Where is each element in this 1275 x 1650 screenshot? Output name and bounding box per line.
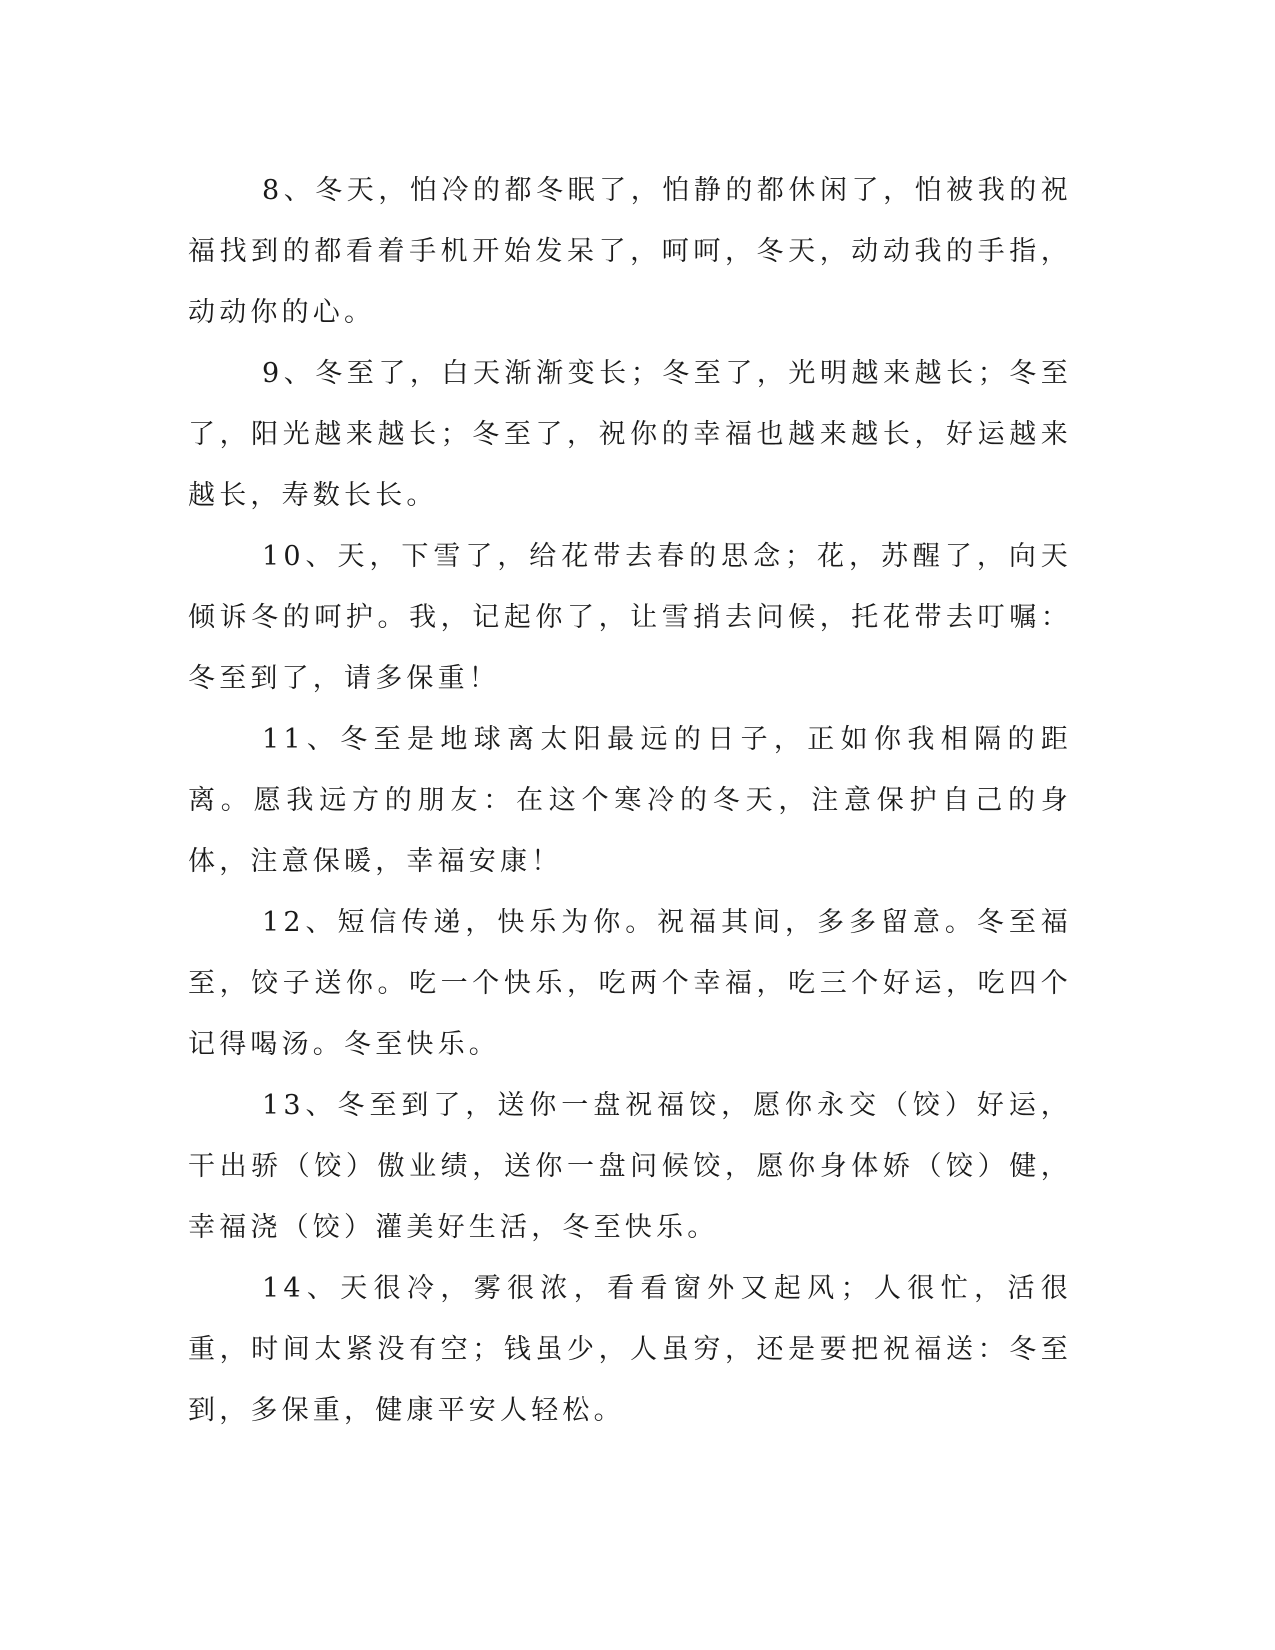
paragraph-8: 8、冬天，怕冷的都冬眠了，怕静的都休闲了，怕被我的祝福找到的都看着手机开始发呆了，呵呵，冬天，动动我的手指，动动你的心。: [188, 175, 1072, 328]
paragraph-11: 11、冬至是地球离太阳最远的日子，正如你我相隔的距离。愿我远方的朋友：在这个寒冷的冬天，注意保护自己的身体，注意保暖，幸福安康！: [188, 724, 1072, 877]
paragraph-9: 9、冬至了，白天渐渐变长；冬至了，光明越来越长；冬至了，阳光越来越长；冬至了，祝你的幸福也越来越长，好运越来越长，寿数长长。: [188, 358, 1072, 511]
paragraph-14: 14、天很冷，雾很浓，看看窗外又起风；人很忙，活很重，时间太紧没有空；钱虽少，人虽穷，还是要把祝福送：冬至到，多保重，健康平安人轻松。: [188, 1273, 1072, 1426]
paragraph-10: 10、天，下雪了，给花带去春的思念；花，苏醒了，向天倾诉冬的呵护。我，记起你了，让雪捎去问候，托花带去叮嘱：冬至到了，请多保重！: [188, 541, 1072, 694]
paragraph-13: 13、冬至到了，送你一盘祝福饺，愿你永交（饺）好运，干出骄（饺）傲业绩，送你一盘问候饺，愿你身体娇（饺）健，幸福浇（饺）灌美好生活，冬至快乐。: [188, 1090, 1072, 1243]
paragraph-12: 12、短信传递，快乐为你。祝福其间，多多留意。冬至福至，饺子送你。吃一个快乐，吃两个幸福，吃三个好运，吃四个记得喝汤。冬至快乐。: [188, 907, 1072, 1060]
document-body: [188, 160, 1072, 1441]
